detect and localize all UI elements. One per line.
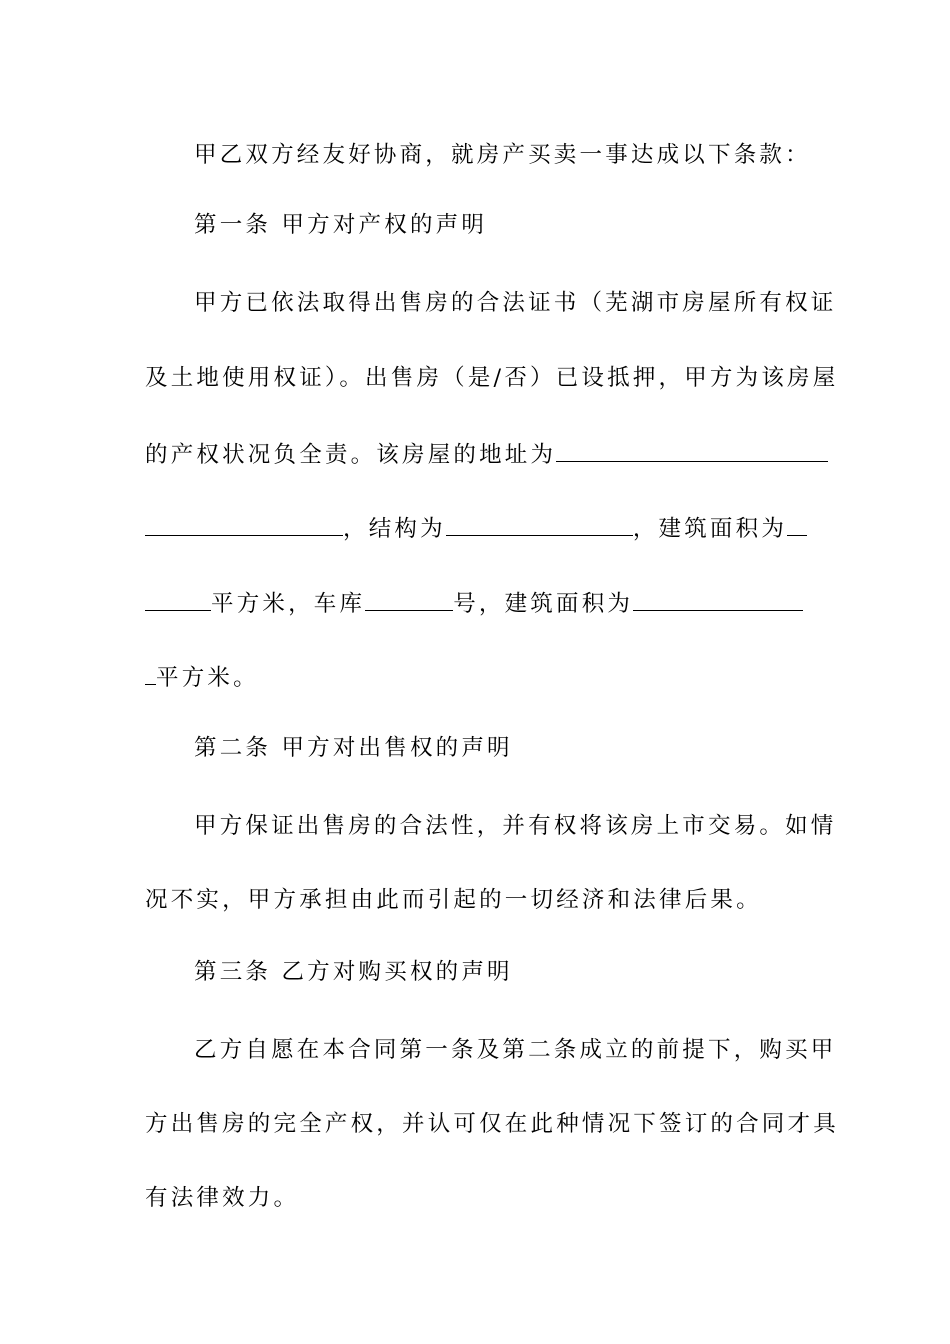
square-meters-text: 平方米。 bbox=[156, 665, 259, 691]
article-1-line-1: 甲方已依法取得出售房的合法证书（芜湖市房屋所有权证 bbox=[194, 290, 837, 316]
article-3-line-2: 方出售房的完全产权，并认可仅在此种情况下签订的合同才具 bbox=[145, 1111, 839, 1137]
article-1-line-6 bbox=[145, 656, 805, 696]
area-blank bbox=[787, 507, 807, 536]
article-1-line-2: 及土地使用权证）。出售房（是/否）已设抵押，甲方为该房屋 bbox=[145, 365, 839, 391]
structure-blank bbox=[446, 507, 633, 536]
article-3-line-1: 乙方自愿在本合同第一条及第二条成立的前提下，购买甲 bbox=[194, 1037, 837, 1063]
article-3-line-3: 有法律效力。 bbox=[145, 1185, 300, 1211]
structure-label: ，结构为 bbox=[343, 516, 446, 542]
garage-area-blank bbox=[633, 582, 803, 611]
area-label: ，建筑面积为 bbox=[632, 516, 788, 542]
article-1-line-5 bbox=[145, 582, 805, 622]
article-1-line-4 bbox=[145, 507, 805, 547]
article-2-title: 第二条 甲方对出售权的声明 bbox=[194, 735, 513, 761]
article-1-line-3-text: 的产权状况负全责。该房屋的地址为 bbox=[145, 442, 557, 468]
garage-area-blank-continued bbox=[145, 656, 156, 685]
article-3-title: 第三条 乙方对购买权的声明 bbox=[194, 959, 513, 985]
area-blank-continued bbox=[145, 582, 211, 611]
intro-paragraph: 甲乙双方经友好协商，就房产买卖一事达成以下条款： bbox=[194, 142, 811, 168]
garage-label: 平方米，车库 bbox=[211, 591, 366, 617]
article-2-line-1: 甲方保证出售房的合法性，并有权将该房上市交易。如情 bbox=[194, 813, 837, 839]
article-2-line-2: 况不实，甲方承担由此而引起的一切经济和法律后果。 bbox=[145, 887, 762, 913]
garage-area-label: 号，建筑面积为 bbox=[453, 591, 634, 617]
address-blank-continued bbox=[145, 507, 343, 536]
article-1-line-3 bbox=[145, 433, 805, 473]
address-blank bbox=[556, 433, 828, 462]
garage-number-blank bbox=[365, 582, 453, 611]
article-1-title: 第一条 甲方对产权的声明 bbox=[194, 212, 488, 238]
